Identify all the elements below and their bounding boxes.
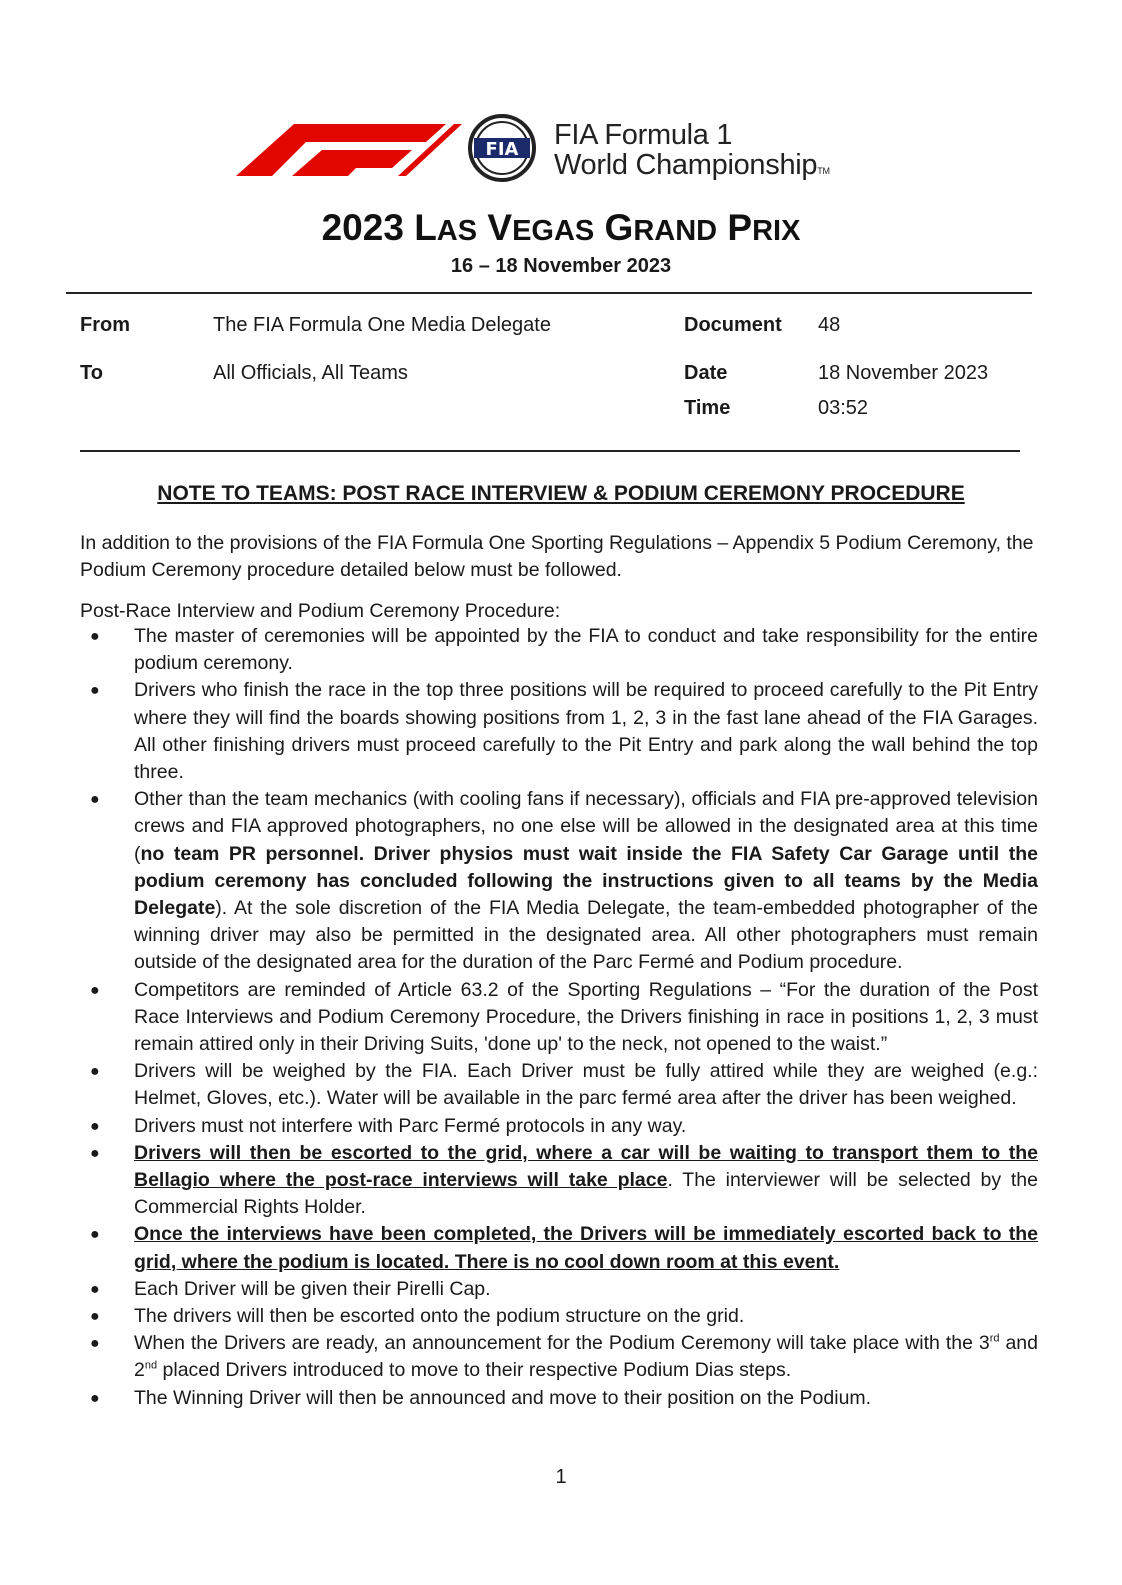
fia-f1-logo xyxy=(236,114,886,186)
bullet-icon: ● xyxy=(90,1389,100,1407)
logo-line2: World Championship xyxy=(554,149,818,181)
time-value: 03:52 xyxy=(818,397,869,419)
bullet-icon: ● xyxy=(90,1335,100,1353)
logo-wordmark xyxy=(554,120,830,186)
bullet-icon: ● xyxy=(90,628,100,645)
to-label: To xyxy=(80,362,103,384)
procedure-list xyxy=(80,623,1038,1412)
fia-emblem-text: FIA xyxy=(485,139,519,160)
page-number: 1 xyxy=(555,1466,567,1488)
trademark-mark: TM xyxy=(817,166,830,176)
race-name: LAS VEGAS GRAND PRIX xyxy=(414,207,801,248)
to-value: All Officials, All Teams xyxy=(213,362,408,384)
time-label: Time xyxy=(684,397,731,419)
bullet-icon: ● xyxy=(90,1280,100,1298)
list-item: ● Drivers will then be escorted to the grid, where a car will be waiting to transport them to the Bellagio where the post-race interviews will take place. The interviewer will be selected by the Commercial Rights Holder. xyxy=(90,1141,1038,1219)
bullet-icon: ● xyxy=(90,1117,100,1135)
header-top-divider xyxy=(66,292,1032,294)
from-label: From xyxy=(80,314,130,336)
bullet-icon: ● xyxy=(90,1063,100,1081)
from-value: The FIA Formula One Media Delegate xyxy=(213,314,551,336)
header-bottom-divider xyxy=(80,450,1020,452)
list-item: ● When the Drivers are ready, an announcement for the Podium Ceremony will take place with the 3rd and 2nd placed Drivers introduced to move to their respective Podium Dias steps. xyxy=(90,1332,1038,1382)
list-item: ● Drivers who finish the race in the top three positions will be required to proceed carefully to the Pit Entry where they will find the boards showing positions from 1, 2, 3 in the fast lane ahead of the FIA Garages. All other finishing drivers must proceed carefully to the Pit Entry and park along the wall behind the top three. xyxy=(90,679,1038,784)
note-title: NOTE TO TEAMS: POST RACE INTERVIEW & PODIUM CEREMONY PROCEDURE xyxy=(157,482,965,505)
list-item: ● The master of ceremonies will be appointed by the FIA to conduct and take responsibility for the entire podium ceremony. xyxy=(90,625,1038,675)
list-item: ● Drivers must not interfere with Parc Fermé protocols in any way. xyxy=(80,1113,1038,1140)
list-item: ● Drivers will be weighed by the FIA. Each Driver must be fully attired while they are weighed (e.g.: Helmet, Gloves, etc.). Water will be available in the parc fermé area after the driver has been weighed. xyxy=(90,1060,1038,1110)
race-dates: 16 – 18 November 2023 xyxy=(450,255,672,277)
document-label: Document xyxy=(684,314,782,336)
list-item: ● Other than the team mechanics (with cooling fans if necessary), officials and FIA pre-approved television crews and FIA approved photographers, no one else will be allowed in the designated area at this time (no team PR personnel. Driver physios must wait inside the FIA Safety Car Garage until the podium ceremony has concluded following the instructions given to all teams by the Media Delegate). At the sole discretion of the FIA Media Delegate, the team-embedded photographer of the winning driver may also be permitted in the designated area. All other photographers must remain outside of the designated area for the duration of the Parc Fermé and Podium procedure. xyxy=(90,788,1038,974)
procedure-heading: Post-Race Interview and Podium Ceremony Procedure: xyxy=(80,600,561,622)
date-label: Date xyxy=(684,362,728,384)
bullet-icon: ● xyxy=(90,1308,100,1326)
logo-line2-wrap xyxy=(554,150,830,186)
date-value: 18 November 2023 xyxy=(818,362,989,384)
intro-paragraph: In addition to the provisions of the FIA Formula One Sporting Regulations – Appendix 5 Podium Ceremony, the Podium Ceremony procedure detailed below must be followed. xyxy=(80,532,1034,581)
list-item: ● Once the interviews have been completed, the Drivers will be immediately escorted back to the grid, where the podium is located. There is no cool down room at this event. xyxy=(90,1223,1038,1273)
bullet-icon: ● xyxy=(90,682,100,700)
list-item: ● The Winning Driver will then be announced and move to their position on the Podium. xyxy=(80,1385,1038,1412)
bullet-icon: ● xyxy=(90,1144,100,1162)
list-item: ● Competitors are reminded of Article 63.2 of the Sporting Regulations – “For the duration of the Post Race Interviews and Podium Ceremony Procedure, the Drivers finishing in race in positions 1, 2, 3 must remain attired only in their Driving Suits, 'done up' to the neck, not opened to the waist.” xyxy=(90,978,1038,1056)
bullet-icon: ● xyxy=(90,1226,100,1244)
race-year: 2023 xyxy=(321,207,404,248)
bullet-icon: ● xyxy=(90,791,100,809)
list-item: ● Each Driver will be given their Pirelli Cap. xyxy=(80,1276,1038,1303)
logo-line1: FIA Formula 1 xyxy=(554,119,733,151)
race-title xyxy=(0,206,1122,253)
document-value: 48 xyxy=(818,314,841,336)
bullet-icon: ● xyxy=(90,981,100,999)
f1-logo-icon xyxy=(236,114,556,186)
list-item: ● The drivers will then be escorted onto the podium structure on the grid. xyxy=(80,1303,1038,1330)
